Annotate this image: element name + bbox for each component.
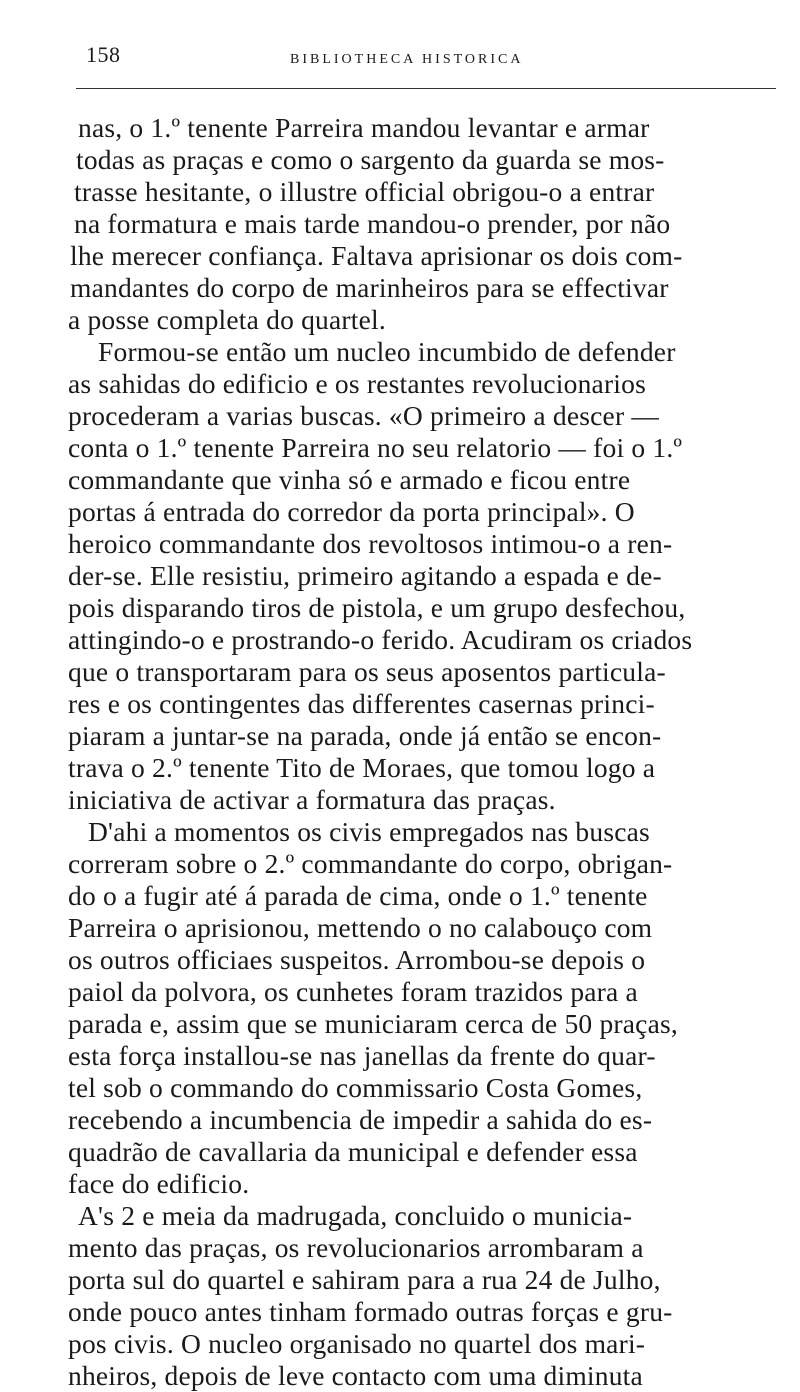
page-header [80,42,770,82]
text-line: a posse completa do quartel. [68,304,386,335]
text-line: as sahidas do edificio e os restantes revolucionarios [68,368,647,399]
text-line: heroico commandante dos revoltosos intimou-o a ren- [68,528,673,559]
text-line: nas, o 1.º tenente Parreira mandou levantar e armar [78,112,650,143]
text-line: trasse hesitante, o illustre official obrigou-o a entrar [74,176,655,207]
body-text [68,112,768,1392]
text-line: nheiros, depois de leve contacto com uma diminuta [68,1360,643,1391]
text-line: conta o 1.º tenente Parreira no seu relatorio — foi o 1.º [68,432,683,463]
text-line: na formatura e mais tarde mandou-o prender, por não [74,208,671,239]
text-line: D'ahi a momentos os civis empregados nas buscas [88,816,650,847]
text-line: Formou-se então um nucleo incumbido de defender [98,336,676,367]
text-line: piaram a juntar-se na parada, onde já então se encon- [68,720,662,751]
text-line: iniciativa de activar a formatura das praças. [68,784,556,815]
text-line: todas as praças e como o sargento da guarda se mos- [76,144,665,175]
text-line: mento das praças, os revolucionarios arrombaram a [68,1232,644,1263]
text-line: lhe merecer confiança. Faltava aprisionar os dois com- [70,240,683,271]
text-line: face do edificio. [68,1168,250,1199]
text-line: commandante que vinha só e armado e ficou entre [68,464,631,495]
text-line: A's 2 e meia da madrugada, concluido o municia- [78,1200,633,1231]
text-line: os outros officiaes suspeitos. Arrombou-se depois o [68,944,646,975]
running-head: BIBLIOTHECA HISTORICA [290,52,524,67]
text-line: mandantes do corpo de marinheiros para se effectivar [70,272,669,303]
text-line: pois disparando tiros de pistola, e um grupo desfechou, [68,592,686,623]
text-line: porta sul do quartel e sahiram para a rua 24 de Julho, [68,1264,661,1295]
text-line: onde pouco antes tinham formado outras forças e gru- [68,1296,673,1327]
text-line: correram sobre o 2.º commandante do corpo, obrigan- [68,848,673,879]
text-line: Parreira o aprisionou, mettendo o no calabouço com [68,912,653,943]
text-line: attingindo-o e prostrando-o ferido. Acudiram os criados [68,624,693,655]
page-number: 158 [86,42,121,67]
text-line: esta força installou-se nas janellas da frente do quar- [68,1040,656,1071]
text-line: portas á entrada do corredor da porta principal». O [68,496,635,527]
text-line: do o a fugir até á parada de cima, onde o 1.º tenente [68,880,648,911]
text-line: trava o 2.º tenente Tito de Moraes, que tomou logo a [68,752,656,783]
text-line: parada e, assim que se municiaram cerca de 50 praças, [68,1008,678,1039]
text-line: procederam a varias buscas. «O primeiro a descer — [68,400,660,431]
text-line: recebendo a incumbencia de impedir a sahida do es- [68,1104,653,1135]
text-line: der-se. Elle resistiu, primeiro agitando a espada e de- [68,560,662,591]
header-rule [76,88,776,89]
text-line: quadrão de cavallaria da municipal e defender essa [68,1136,638,1167]
text-line: pos civis. O nucleo organisado no quartel dos mari- [68,1328,646,1359]
text-line: que o transportaram para os seus aposentos particula- [68,656,666,687]
text-line: paiol da polvora, os cunhetes foram trazidos para a [68,976,638,1007]
text-line: tel sob o commando do commissario Costa Gomes, [68,1072,643,1103]
text-line: res e os contingentes das differentes casernas princi- [68,688,655,719]
